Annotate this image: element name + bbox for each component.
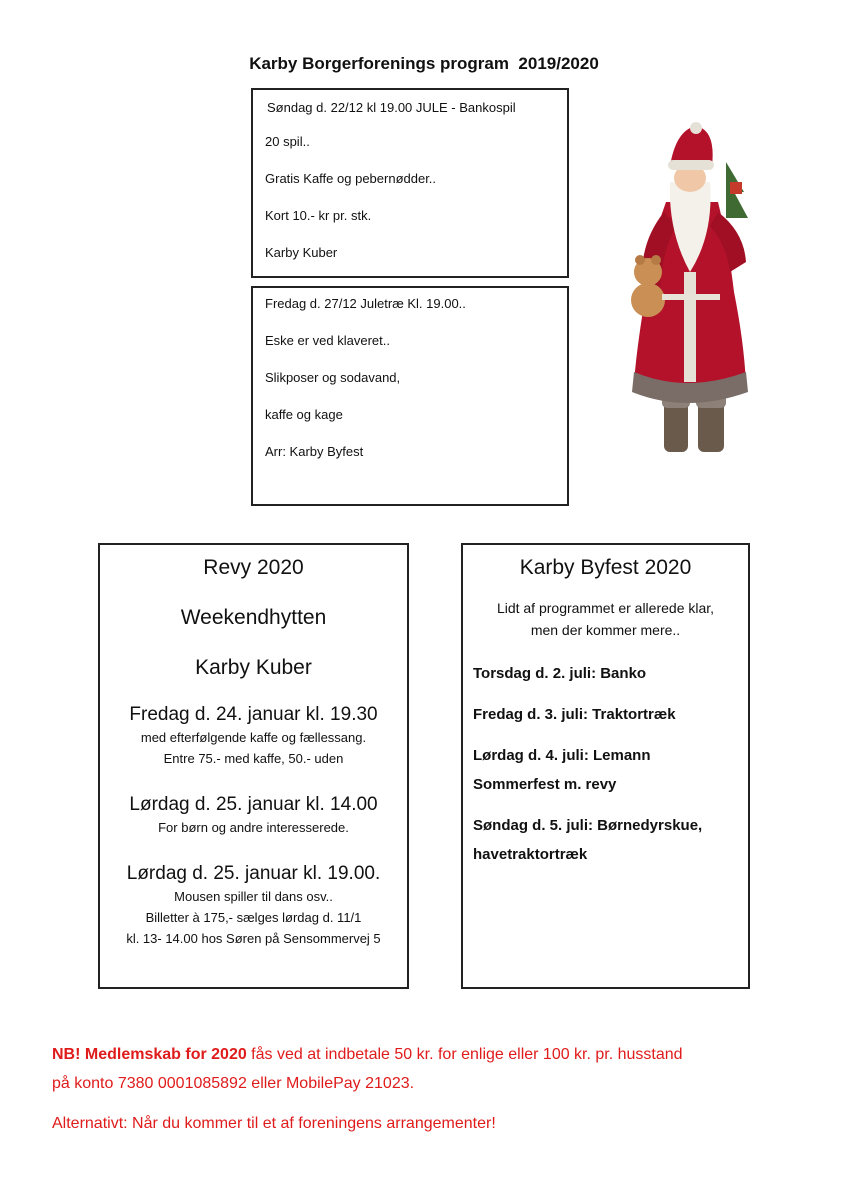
membership-bold: NB! Medlemskab for 2020	[52, 1046, 247, 1063]
revy-title: Revy 2020	[203, 556, 304, 579]
box1-line: 20 spil..	[265, 134, 310, 149]
byfest-item	[473, 811, 738, 869]
byfest-item-line: havetraktortræk	[473, 846, 588, 863]
santa-claus-icon	[626, 122, 756, 456]
box1-line: Karby Kuber	[265, 245, 338, 260]
byfest-intro-line: men der kommer mere..	[530, 622, 681, 638]
membership-line-1	[52, 1040, 812, 1069]
page-title: Karby Borgerforenings program 2019/2020	[249, 54, 599, 73]
revy-event-heading: Lørdag d. 25. januar kl. 19.00.	[126, 863, 381, 884]
box2-line: Eske er ved klaveret..	[265, 333, 390, 348]
membership-rest: fås ved at indbetale 50 kr. for enlige eller 100 kr. pr. husstand	[246, 1046, 683, 1063]
revy-event-detail: med efterfølgende kaffe og fællessang.	[140, 730, 367, 745]
revy-event-detail: Entre 75.- med kaffe, 50.- uden	[163, 751, 344, 766]
revy-venue: Karby Kuber	[195, 656, 312, 679]
bankospil-box	[251, 88, 569, 278]
byfest-item	[473, 700, 738, 729]
membership-notice	[52, 1040, 812, 1098]
byfest-item-line: Torsdag d. 2. juli: Banko	[473, 665, 647, 682]
revy-event-detail: Billetter à 175,- sælges lørdag d. 11/1	[145, 910, 362, 925]
box2-line: Slikposer og sodavand,	[265, 370, 401, 385]
revy-box	[98, 543, 409, 989]
byfest-intro-line: Lidt af programmet er allerede klar,	[496, 600, 715, 616]
byfest-title: Karby Byfest 2020	[519, 556, 692, 579]
box1-line: Gratis Kaffe og pebernødder..	[265, 171, 437, 186]
box2-line: kaffe og kage	[265, 407, 343, 422]
revy-event-detail: Mousen spiller til dans osv..	[174, 889, 333, 904]
revy-event-heading: Lørdag d. 25. januar kl. 14.00	[129, 794, 378, 815]
byfest-item	[473, 659, 738, 688]
byfest-item-line: Søndag d. 5. juli: Børnedyrskue,	[473, 817, 703, 834]
byfest-item	[473, 741, 738, 799]
box1-line: Søndag d. 22/12 kl 19.00 JULE - Bankospil	[267, 100, 516, 115]
byfest-item-line: Lørdag d. 4. juli: Lemann	[473, 747, 651, 764]
box2-line: Arr: Karby Byfest	[265, 444, 364, 459]
box1-line: Kort 10.- kr pr. stk.	[265, 208, 372, 223]
byfest-item-line: Sommerfest m. revy	[473, 776, 617, 793]
revy-event-detail: For børn og andre interesserede.	[158, 820, 349, 835]
alternative-notice: Alternativt: Når du kommer til et af foreningens arrangementer!	[52, 1115, 496, 1132]
revy-event-detail: kl. 13- 14.00 hos Søren på Sensommervej 5	[126, 931, 381, 946]
juletrae-box	[251, 286, 569, 506]
box2-line: Fredag d. 27/12 Juletræ Kl. 19.00..	[265, 296, 466, 311]
revy-show: Weekendhytten	[180, 606, 327, 629]
byfest-box	[461, 543, 750, 989]
byfest-intro	[473, 597, 738, 641]
membership-line-2: på konto 7380 0001085892 eller MobilePay 21023.	[52, 1075, 415, 1092]
revy-event-heading: Fredag d. 24. januar kl. 19.30	[129, 704, 378, 725]
byfest-item-line: Fredag d. 3. juli: Traktortræk	[473, 706, 676, 723]
